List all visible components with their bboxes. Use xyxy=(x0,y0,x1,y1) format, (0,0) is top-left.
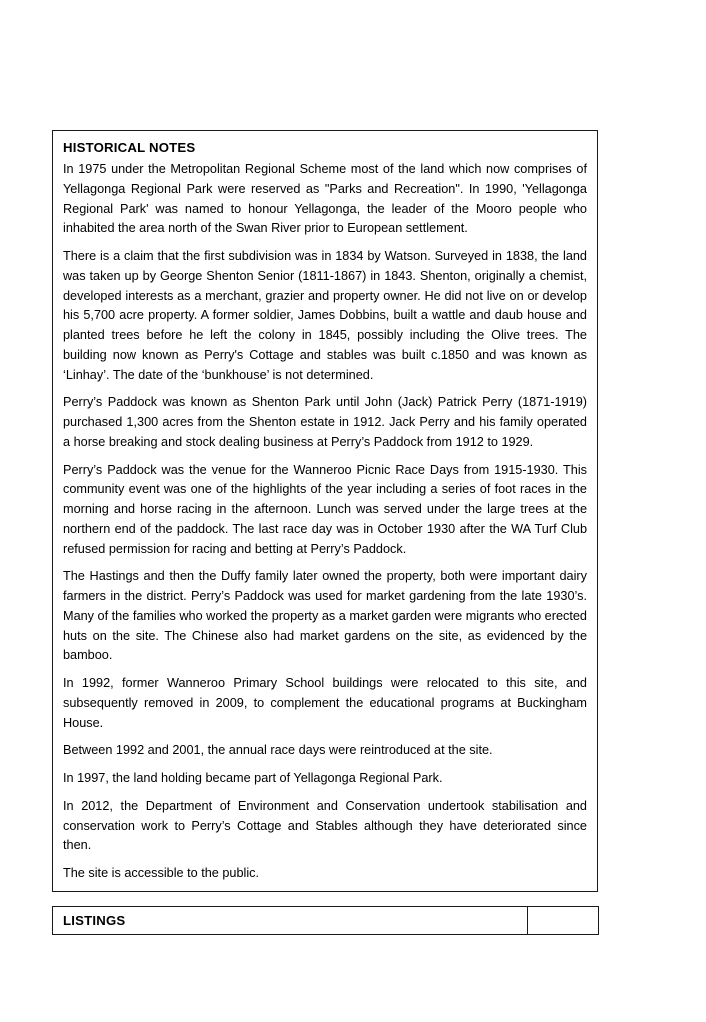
historical-notes-paragraph: Perry’s Paddock was known as Shenton Park until John (Jack) Patrick Perry (1871-1919) purchased 1,300 acres from the Shenton estate in 1912. Jack Perry and his family operated a horse breaking and stock dealing business at Perry’s Paddock from 1912 to 1929. xyxy=(63,395,587,449)
historical-notes-paragraph: Between 1992 and 2001, the annual race days were reintroduced at the site. xyxy=(63,743,493,758)
listings-value-cell xyxy=(528,907,599,935)
listings-label-cell xyxy=(53,907,528,935)
table-row xyxy=(53,907,599,935)
historical-notes-heading: HISTORICAL NOTES xyxy=(63,140,196,155)
historical-notes-paragraph: In 1975 under the Metropolitan Regional Scheme most of the land which now comprises of Yellagonga Regional Park were reserved as "Parks and Recreation". In 1990, 'Yellagonga Regional Park' was named to honour Yellagonga, the leader of the Mooro people who inhabited the area north of the Swan River prior to European settlement. xyxy=(63,162,587,236)
historical-notes-section xyxy=(52,130,598,892)
historical-notes-paragraph: In 1992, former Wanneroo Primary School buildings were relocated to this site, and subsequently removed in 2009, to complement the educational programs at Buckingham House. xyxy=(63,676,587,730)
historical-notes-paragraph: In 1997, the land holding became part of Yellagonga Regional Park. xyxy=(63,771,443,786)
historical-notes-paragraph: There is a claim that the first subdivision was in 1834 by Watson. Surveyed in 1838, the land was taken up by George Shenton Senior (1811-1867) in 1843. Shenton, originally a chemist, developed interests as a merchant, grazier and property owner. He did not live on or develop his 5,700 acre property. A former soldier, James Dobbins, built a wattle and daub house and planted trees before he left the colony in 1845, possibly including the Olive trees. The building now known as Perry's Cottage and stables was built c.1850 and was known as ‘Linhay’. The date of the ‘bunkhouse’ is not determined. xyxy=(63,249,587,382)
listings-table xyxy=(52,906,599,935)
historical-notes-paragraph: In 2012, the Department of Environment and Conservation undertook stabilisation and conservation work to Perry’s Cottage and Stables although they have deteriorated since then. xyxy=(63,798,587,853)
listings-heading: LISTINGS xyxy=(63,912,126,928)
historical-notes-paragraph: The site is accessible to the public. xyxy=(63,866,260,881)
historical-notes-paragraph: Perry’s Paddock was the venue for the Wanneroo Picnic Race Days from 1915-1930. This community event was one of the highlights of the year including a series of foot races in the morning and horse racing in the afternoon. Lunch was served under the large trees at the northern end of the paddock. The last race day was in October 1930 after the WA Turf Club refused permission for racing and betting at Perry’s Paddock. xyxy=(63,462,587,556)
historical-notes-paragraph: The Hastings and then the Duffy family later owned the property, both were important dairy farmers in the district. Perry’s Paddock was used for market gardening from the late 1930’s. Many of the families who worked the property as a market garden were migrants who erected huts on the site. The Chinese also had market gardens on the site, as evidenced by the bamboo. xyxy=(63,569,587,663)
